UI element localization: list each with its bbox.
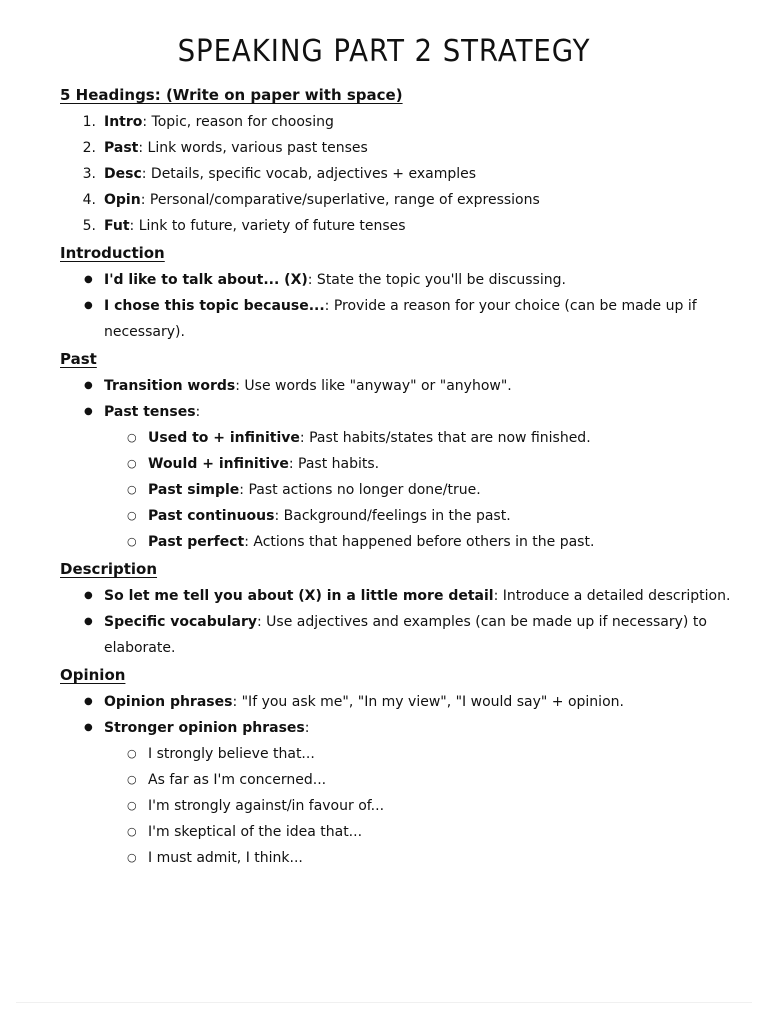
list-item xyxy=(104,719,309,737)
item-text: : Link words, various past tenses xyxy=(138,140,368,156)
list-number: 3. xyxy=(82,166,96,182)
item-text: : Past actions no longer done/true. xyxy=(239,482,481,498)
item-text: : Personal/comparative/superlative, range of expressions xyxy=(140,192,540,208)
list-number: 4. xyxy=(82,192,96,208)
item-text: : State the topic you'll be discussing. xyxy=(307,272,566,288)
item-bold: I'd like to talk about... (X) xyxy=(104,272,308,288)
list-number: 1. xyxy=(82,114,96,130)
sub-bullet-icon: ○ xyxy=(127,457,137,470)
item-bold: Stronger opinion phrases xyxy=(104,720,305,736)
list-item xyxy=(104,297,697,315)
item-text: : Use words like "anyway" or "anyhow". xyxy=(235,378,512,394)
sub-bullet-icon: ○ xyxy=(127,773,137,786)
sub-list-item: As far as I'm concerned... xyxy=(148,772,327,788)
item-bold: Transition words xyxy=(104,378,236,394)
section-heading-introduction: Introduction xyxy=(60,244,165,262)
item-text: : Provide a reason for your choice (can be made up if xyxy=(324,298,697,314)
sub-list-item xyxy=(148,429,591,447)
item-bold: Past perfect xyxy=(148,534,245,550)
bullet-icon: ● xyxy=(84,300,93,311)
item-text: : Link to future, variety of future tenses xyxy=(129,218,406,234)
list-item xyxy=(104,165,476,183)
sub-list-item xyxy=(148,455,379,473)
sub-bullet-icon: ○ xyxy=(127,799,137,812)
sub-list-item: I strongly believe that... xyxy=(148,746,315,762)
item-bold: Opin xyxy=(104,192,141,208)
bullet-icon: ● xyxy=(84,274,93,285)
sub-list-item xyxy=(148,533,594,551)
bullet-icon: ● xyxy=(84,590,93,601)
item-text: : xyxy=(195,404,201,420)
list-item xyxy=(104,271,566,289)
item-text: : Use adjectives and examples (can be made up if necessary) to xyxy=(257,614,707,630)
list-number: 5. xyxy=(82,218,96,234)
bullet-icon: ● xyxy=(84,380,93,391)
list-item xyxy=(104,587,730,605)
item-bold: Fut xyxy=(104,218,130,234)
item-text: : Topic, reason for choosing xyxy=(142,114,334,130)
item-bold: Specific vocabulary xyxy=(104,614,258,630)
sub-list-item: I'm strongly against/in favour of... xyxy=(148,798,385,814)
item-bold: Opinion phrases xyxy=(104,694,233,710)
sub-bullet-icon: ○ xyxy=(127,851,137,864)
item-text: : Past habits. xyxy=(288,456,380,472)
list-item xyxy=(104,403,200,421)
sub-list-item xyxy=(148,481,481,499)
sub-list-item: I'm skeptical of the idea that... xyxy=(148,824,363,840)
section-heading-description: Description xyxy=(60,560,158,578)
item-bold: Used to + infinitive xyxy=(148,430,300,446)
list-item-continuation: elaborate. xyxy=(104,640,176,656)
item-bold: Intro xyxy=(104,114,143,130)
bullet-icon: ● xyxy=(84,722,93,733)
list-item xyxy=(104,613,707,631)
page-edge-divider xyxy=(16,1002,752,1003)
sub-bullet-icon: ○ xyxy=(127,825,137,838)
section-heading-opinion: Opinion xyxy=(60,666,126,684)
item-bold: So let me tell you about (X) in a little more detail xyxy=(104,588,494,604)
sub-bullet-icon: ○ xyxy=(127,509,137,522)
sub-list-item: I must admit, I think... xyxy=(148,850,303,866)
list-item xyxy=(104,113,334,131)
item-bold: Desc xyxy=(104,166,142,182)
item-bold: Past simple xyxy=(148,482,240,498)
sub-bullet-icon: ○ xyxy=(127,431,137,444)
list-number: 2. xyxy=(82,140,96,156)
section-heading-past: Past xyxy=(60,350,97,368)
item-text: : Details, specific vocab, adjectives + examples xyxy=(141,166,477,182)
sub-list-item xyxy=(148,507,511,525)
item-bold: Past continuous xyxy=(148,508,275,524)
sub-bullet-icon: ○ xyxy=(127,535,137,548)
bullet-icon: ● xyxy=(84,406,93,417)
item-bold: Would + infinitive xyxy=(148,456,289,472)
item-bold: Past xyxy=(104,140,139,156)
item-text: : Actions that happened before others in the past. xyxy=(244,534,595,550)
item-text: : Background/feelings in the past. xyxy=(274,508,511,524)
list-item xyxy=(104,191,540,209)
sub-bullet-icon: ○ xyxy=(127,483,137,496)
item-text: : xyxy=(304,720,310,736)
list-item xyxy=(104,377,512,395)
list-item xyxy=(104,693,624,711)
bullet-icon: ● xyxy=(84,696,93,707)
section-heading-five-headings: 5 Headings: (Write on paper with space) xyxy=(60,86,403,104)
list-item-continuation: necessary). xyxy=(104,324,185,340)
list-item xyxy=(104,217,406,235)
item-text: : "If you ask me", "In my view", "I would say" + opinion. xyxy=(232,694,624,710)
list-item xyxy=(104,139,368,157)
item-text: : Introduce a detailed description. xyxy=(493,588,731,604)
item-bold: I chose this topic because... xyxy=(104,298,325,314)
item-text: : Past habits/states that are now finished. xyxy=(299,430,591,446)
bullet-icon: ● xyxy=(84,616,93,627)
item-bold: Past tenses xyxy=(104,404,196,420)
page-title: SPEAKING PART 2 STRATEGY xyxy=(177,34,591,69)
sub-bullet-icon: ○ xyxy=(127,747,137,760)
